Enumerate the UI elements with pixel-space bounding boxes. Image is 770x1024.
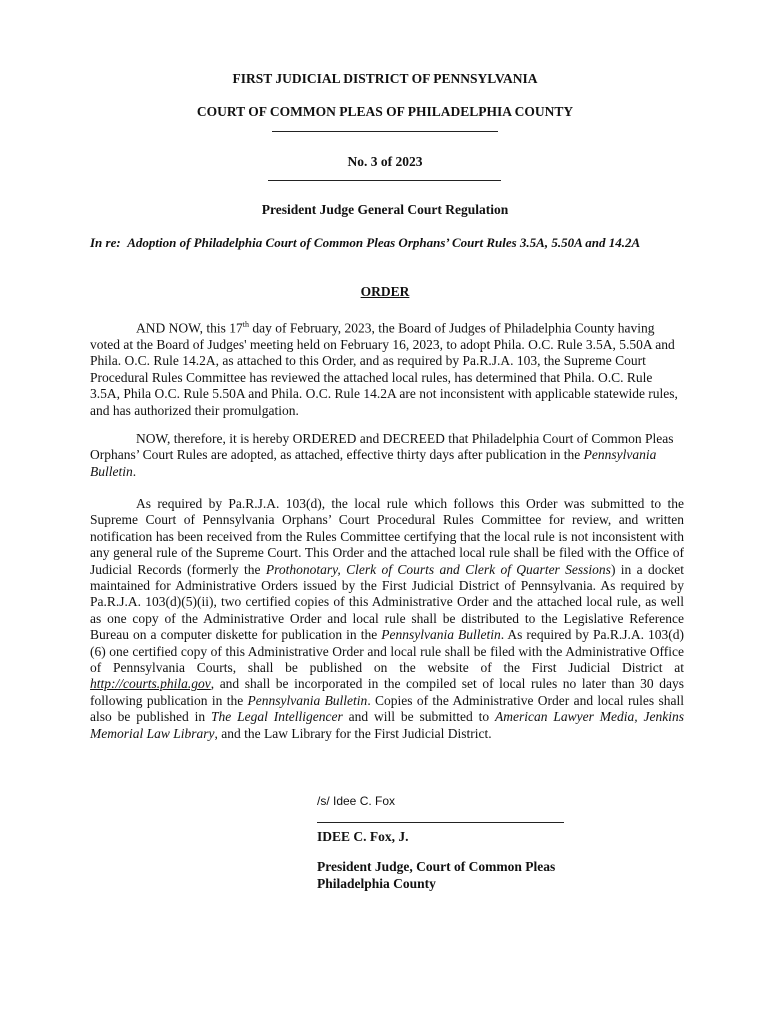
- para3-j: and will be submitted to: [342, 709, 496, 725]
- in-re-text: Adoption of Philadelphia Court of Common Pleas Orphans’ Court Rules 3.5A, 5.50A and 14.2A: [127, 235, 641, 250]
- para3-f: , and shall be incorporated in the compiled set of local rules no later than 30 days following publication in the: [90, 676, 684, 708]
- para3-d: Pennsylvania Bulletin: [381, 627, 501, 643]
- paragraph-2: [90, 431, 684, 480]
- para3-h: . Copies of the Administrative Order and local rules shall also be published in: [90, 692, 684, 725]
- paragraph-3: [90, 496, 684, 742]
- para2-italic: Pennsylvania Bulletin: [90, 447, 657, 479]
- paragraph-1: [90, 317, 684, 419]
- para3-c: ) in a docket maintained for Administrative Orders issued by the First Judicial District of Pennsylvania. As required by Pa.R.J.A. 103(d)(5)(ii), two certified copies of this Administrative Order and the attached local rule, as well as one copy of the Administrative Order and local rule shall be distributed to the Legislative Reference Bureau on a computer diskette for publication in the: [90, 561, 684, 643]
- para3-k: American Lawyer Media, Jenkins Memorial Law Library: [90, 709, 684, 741]
- district-heading: FIRST JUDICIAL DISTRICT OF PENNSYLVANIA: [232, 71, 538, 86]
- regulation-title: President Judge General Court Regulation: [261, 202, 509, 217]
- order-title: ORDER: [360, 284, 410, 299]
- regulation-number: No. 3 of 2023: [347, 154, 423, 169]
- signer-name: IDEE C. Fox, J.: [317, 829, 409, 844]
- para3-a: As required by Pa.R.J.A. 103(d), the local rule which follows this Order was submitted to the Supreme Court of Pennsylvania Orphans’ Court Procedural Rules Committee for review, and written notification has been received from the Rules Committee certifying that the local rule is not inconsistent with any general rule of the Supreme Court. This Order and the attached local rule shall be filed with the Office of Judicial Records (formerly the: [90, 496, 684, 577]
- court-heading: COURT OF COMMON PLEAS OF PHILADELPHIA COUNTY: [196, 104, 574, 119]
- signer-title-line-1: President Judge, Court of Common Pleas: [317, 859, 556, 874]
- courts-website-link[interactable]: http://courts.phila.gov: [90, 676, 211, 692]
- divider-bottom: [268, 180, 501, 181]
- para3-l: , and the Law Library for the First Judicial District.: [214, 725, 492, 741]
- signature-line: [317, 822, 564, 823]
- para1-text-a: AND NOW, this 17: [136, 320, 243, 336]
- para3-b: Prothonotary, Clerk of Courts and Clerk of Quarter Sessions: [265, 561, 611, 577]
- para3-e: . As required by Pa.R.J.A. 103(d)(6) one certified copy of this Administrative Order and local rule shall be filed with the Administrative Office of Pennsylvania Courts, shall be published on the website of the First Judicial District at: [90, 627, 685, 676]
- para2-end: .: [132, 463, 137, 479]
- para1-text-b: day of February, 2023, the Board of Judges of Philadelphia County having voted at the Board of Judges' meeting held on February 16, 2023, to adopt Phila. O.C. Rule 3.5A, 5.50A and Phila. O.C. Rule 14.2A, as attached to this Order, and as required by Pa.R.J.A. 103, the Supreme Court Procedural Rules Committee has reviewed the attached local rules, has determined that Phila. O.C. Rule 3.5A, Phila O.C. Rule 5.50A and Phila. O.C. Rule 14.2A are not inconsistent with applicable statewide rules, and has authorized their promulgation.: [90, 320, 678, 418]
- in-re-line: [90, 235, 690, 251]
- para3-i: The Legal Intelligencer: [211, 709, 343, 725]
- divider-top: [272, 131, 498, 132]
- para2-text: NOW, therefore, it is hereby ORDERED and DECREED that Philadelphia Court of Common Pleas Orphans’ Court Rules are adopted, as attached, effective thirty days after publication in the: [90, 431, 674, 463]
- in-re-label: In re:: [90, 235, 121, 250]
- signature-script: /s/ Idee C. Fox: [317, 794, 396, 808]
- para3-g: Pennsylvania Bulletin: [247, 692, 368, 708]
- para1-superscript: th: [242, 320, 249, 329]
- signer-title-line-2: Philadelphia County: [317, 876, 436, 891]
